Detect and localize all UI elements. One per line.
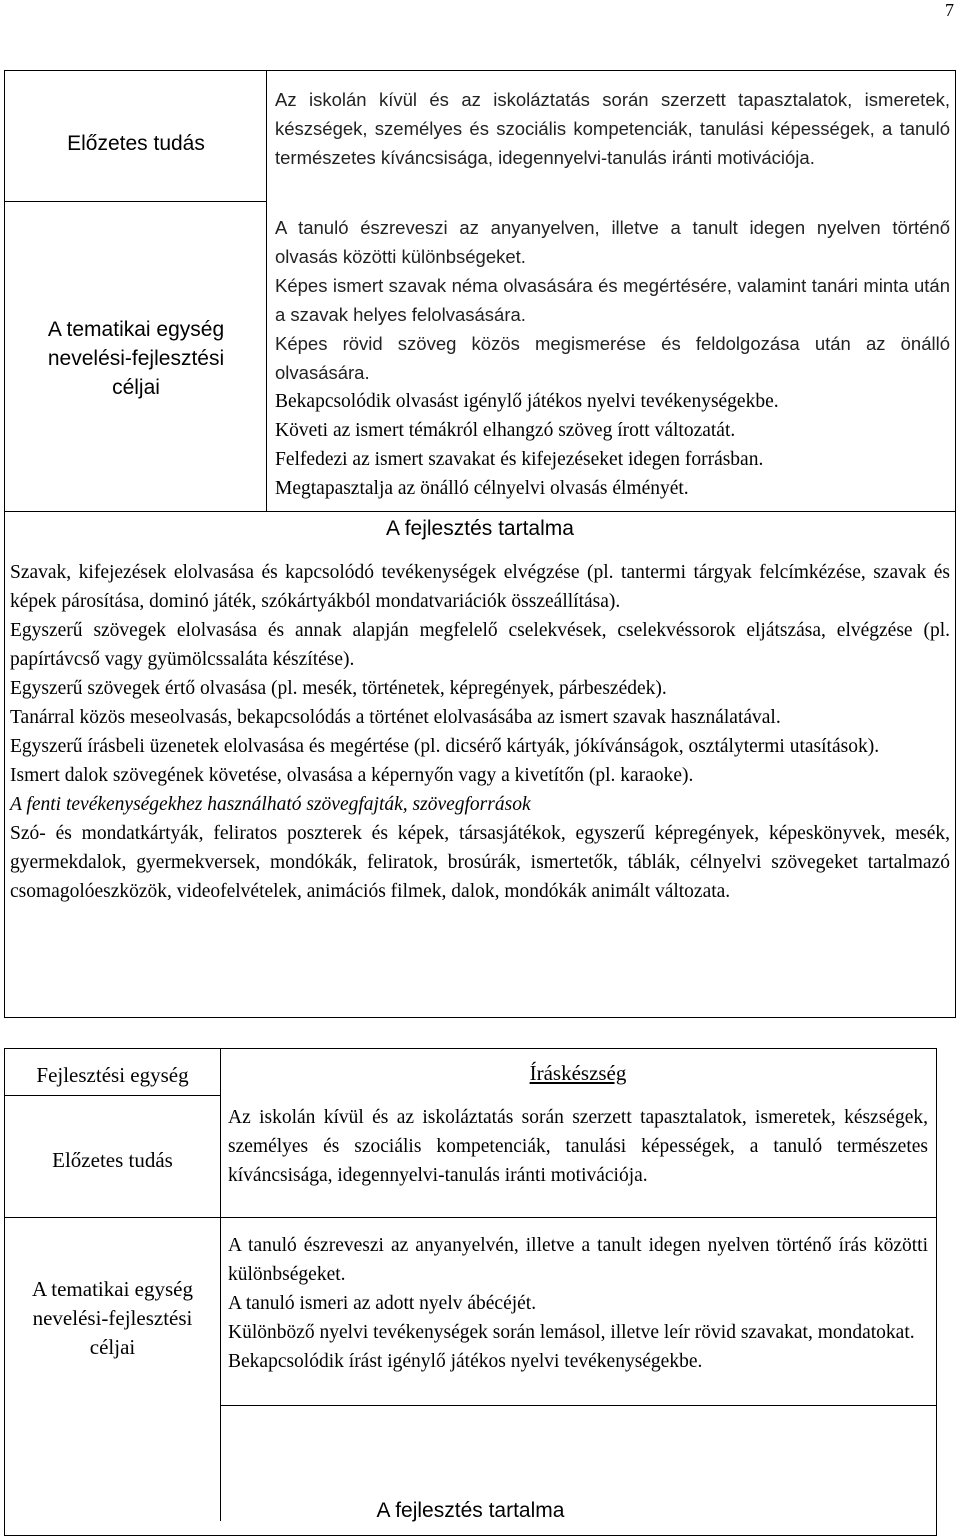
goal-item: Követi az ismert témákról elhangzó szöveg írott változatát. (275, 420, 736, 441)
prior-knowledge-text (228, 1103, 928, 1190)
goal-item: A tanuló ismeri az adott nyelv ábécéjét. (228, 1293, 537, 1314)
prior-knowledge-label: Előzetes tudás (52, 1148, 173, 1172)
prior-knowledge-paragraph: Az iskolán kívül és az iskoláztatás során szerzett tapasztalatok, ismeretek, készségek, személyes és szociális kompetenciák, tanulási képességek, a tanuló természetes kíváncsisága, idegennyelvi-tanulás iránti motivációja. (275, 89, 950, 168)
text-types: Szó- és mondatkártyák, feliratos poszterek és képek, társasjátékok, egyszerű képregények, képeskönyvek, mesék, gyermekdalok, gyermekversek, mondókák, feliratok, brosúrák, ismertetők, táblák, célnyelvi szövegeket tartalmazó csomagolóeszközök, videofelvételek, animációs filmek, dalok, mondókák animált változata. (10, 823, 950, 902)
row-divider (5, 1095, 220, 1096)
goal-item: A tanuló észreveszi az anyanyelvén, illetve a tanult idegen nyelven történő írás közötti különbségeket. (228, 1235, 928, 1285)
content-heading: A fejlesztés tartalma (386, 517, 574, 540)
prior-knowledge-text (275, 85, 950, 172)
content-heading: A fejlesztés tartalma (376, 1499, 565, 1522)
goals-label-line: céljai (112, 376, 160, 399)
goal-item: Bekapcsolódik írást igénylő játékos nyelvi tevékenységekbe. (228, 1351, 703, 1372)
goal-item: Különböző nyelvi tevékenységek során lemásol, illetve leír rövid szavakat, mondatokat. (228, 1322, 915, 1343)
goals-label-line: nevelési-fejlesztési (32, 1306, 193, 1330)
writing-skills-table (4, 1048, 937, 1536)
content-item: Szavak, kifejezések elolvasása és kapcsolódó tevékenységek elvégzése (pl. tantermi tárgyak felcímkézése, szavak és képek párosítása, dominó játék, szókártyákból mondatvariációk összeállítása). (10, 562, 950, 612)
row-divider (220, 1405, 936, 1406)
goal-item: Felfedezi az ismert szavakat és kifejezéseket idegen forrásban. (275, 449, 764, 470)
goals-label-line: céljai (89, 1335, 136, 1359)
content-item: Egyszerű szövegek elolvasása és annak alapján megfelelő cselekvések, cselekvéssorok eljátszása, elvégzése (pl. papírtávcső vagy gyümölcssaláta készítése). (10, 620, 950, 670)
content-item: Egyszerű szövegek értő olvasása (pl. mesék, történetek, képregények, párbeszédek). (10, 678, 667, 699)
section-divider (5, 511, 955, 512)
goals-label-line: A tematikai egység (47, 318, 225, 341)
goal-item: Bekapcsolódik olvasást igénylő játékos nyelvi tevékenységekbe. (275, 391, 779, 412)
row-divider (5, 201, 267, 202)
goals-label-line: nevelési-fejlesztési (47, 347, 225, 370)
text-types-heading: A fenti tevékenységekhez használható szövegfajták, szövegforrások (10, 794, 531, 815)
content-item: Ismert dalok szövegének követése, olvasása a képernyőn vagy a kivetítőn (pl. karaoke). (10, 765, 694, 786)
prior-knowledge-label: Előzetes tudás (67, 132, 205, 155)
goal-item: Képes ismert szavak néma olvasására és megértésére, valamint tanári minta után a szavak helyes felolvasására. (275, 275, 950, 325)
unit-title: Íráskészség (529, 1061, 627, 1085)
goals-text (275, 213, 950, 387)
column-divider (220, 1049, 221, 1521)
content-text (10, 558, 950, 906)
goal-item: Megtapasztalja az önálló célnyelvi olvasás élményét. (275, 478, 689, 499)
content-item: Tanárral közös meseolvasás, bekapcsolódás a történet elolvasásába az ismert szavak használatával. (10, 707, 781, 728)
page-number: 7 (945, 0, 954, 20)
unit-label: Fejlesztési egység (36, 1063, 189, 1087)
goal-item: A tanuló észreveszi az anyanyelven, illetve a tanult idegen nyelven történő olvasás közötti különbségeket. (275, 217, 950, 267)
goal-item: Képes rövid szöveg közös megismerése és feldolgozása után az önálló olvasására. (275, 333, 950, 383)
goals-text (228, 1231, 928, 1376)
prior-knowledge-paragraph: Az iskolán kívül és az iskoláztatás során szerzett tapasztalatok, ismeretek, készségek, személyes és szociális kompetenciák, tanulási képességek, a tanuló természetes kíváncsisága, idegennyelvi-tanulás iránti motivációja. (228, 1107, 928, 1186)
row-divider (5, 1217, 936, 1218)
goals-label (5, 1275, 220, 1362)
goals-text-serif (275, 387, 950, 503)
reading-skills-table (4, 70, 956, 1018)
content-item: Egyszerű írásbeli üzenetek elolvasása és megértése (pl. dicsérő kártyák, jókívánságok, osztálytermi utasítások). (10, 736, 880, 757)
goals-label-line: A tematikai egység (32, 1277, 193, 1301)
goals-label (5, 315, 267, 402)
